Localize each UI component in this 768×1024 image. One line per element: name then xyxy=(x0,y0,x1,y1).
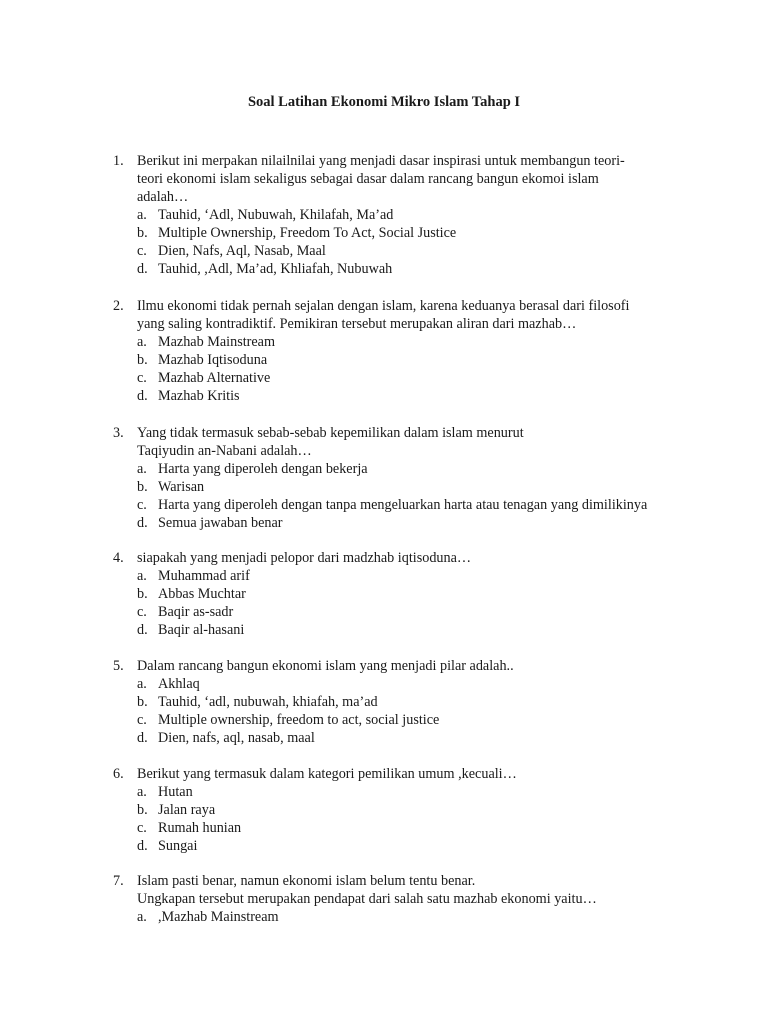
question-number: 7. xyxy=(113,873,124,889)
question-number: 3. xyxy=(113,425,124,441)
option-letter: c. xyxy=(137,243,147,259)
question-text xyxy=(137,152,677,206)
option-letter: b. xyxy=(137,479,148,495)
option-list xyxy=(0,206,768,278)
question-text xyxy=(137,424,677,460)
option-list xyxy=(0,460,768,532)
question-line: Berikut ini merpakan nilailnilai yang menjadi dasar inspirasi untuk membangun teori- xyxy=(137,153,625,169)
answer-option xyxy=(0,693,768,711)
question-line: teori ekonomi islam sekaligus sebagai dasar dalam rancang bangun ekomoi islam xyxy=(137,171,599,187)
option-text: Jalan raya xyxy=(158,802,216,818)
option-text: Rumah hunian xyxy=(158,820,242,836)
question-number: 2. xyxy=(113,298,124,314)
question-number: 1. xyxy=(113,153,124,169)
option-text: Semua jawaban benar xyxy=(158,515,283,531)
question-line: adalah… xyxy=(137,189,189,205)
answer-option xyxy=(0,837,768,855)
answer-option xyxy=(0,801,768,819)
answer-option xyxy=(0,460,768,478)
option-text: Tauhid, ‘adl, nubuwah, khiafah, ma’ad xyxy=(158,694,378,710)
option-text: Akhlaq xyxy=(158,676,200,692)
option-text: Baqir al-hasani xyxy=(158,622,245,638)
option-text: Multiple Ownership, Freedom To Act, Social Justice xyxy=(158,225,457,241)
option-letter: d. xyxy=(137,838,148,854)
question-line: Yang tidak termasuk sebab-sebab kepemilikan dalam islam menurut xyxy=(137,425,524,441)
option-list xyxy=(0,333,768,405)
option-letter: b. xyxy=(137,694,148,710)
answer-option xyxy=(0,603,768,621)
answer-option xyxy=(0,783,768,801)
answer-option xyxy=(0,242,768,260)
question-text xyxy=(137,549,677,567)
answer-option xyxy=(0,514,768,532)
answer-option xyxy=(0,585,768,603)
option-letter: b. xyxy=(137,802,148,818)
option-text: Mazhab Kritis xyxy=(158,388,240,404)
question-line: Ungkapan tersebut merupakan pendapat dari salah satu mazhab ekonomi yaitu… xyxy=(137,891,597,907)
answer-option xyxy=(0,351,768,369)
answer-option xyxy=(0,387,768,405)
option-letter: c. xyxy=(137,497,147,513)
question-line: Berikut yang termasuk dalam kategori pemilikan umum ,kecuali… xyxy=(137,766,517,782)
question-line: Islam pasti benar, namun ekonomi islam belum tentu benar. xyxy=(137,873,476,889)
answer-option xyxy=(0,711,768,729)
option-text: Abbas Muchtar xyxy=(158,586,246,602)
answer-option xyxy=(0,260,768,278)
answer-option xyxy=(0,369,768,387)
option-text: ,Mazhab Mainstream xyxy=(158,909,279,925)
option-letter: b. xyxy=(137,352,148,368)
option-text: Sungai xyxy=(158,838,198,854)
answer-option xyxy=(0,621,768,639)
question-line: Ilmu ekonomi tidak pernah sejalan dengan islam, karena keduanya berasal dari filosofi xyxy=(137,298,630,314)
option-letter: d. xyxy=(137,515,148,531)
question-line: Taqiyudin an-Nabani adalah… xyxy=(137,443,312,459)
option-text: Mazhab Iqtisoduna xyxy=(158,352,268,368)
question-line: yang saling kontradiktif. Pemikiran tersebut merupakan aliran dari mazhab… xyxy=(137,316,577,332)
option-list xyxy=(0,783,768,855)
answer-option xyxy=(0,206,768,224)
option-text: Warisan xyxy=(158,479,205,495)
option-letter: d. xyxy=(137,730,148,746)
answer-option xyxy=(0,819,768,837)
question-number: 4. xyxy=(113,550,124,566)
question-text xyxy=(137,765,677,783)
option-text: Mazhab Alternative xyxy=(158,370,271,386)
option-text: Dien, nafs, aql, nasab, maal xyxy=(158,730,315,746)
option-text: Tauhid, ‘Adl, Nubuwah, Khilafah, Ma’ad xyxy=(158,207,394,223)
option-letter: a. xyxy=(137,676,147,692)
option-text: Harta yang diperoleh dengan tanpa mengeluarkan harta atau tenagan yang dimilikinya xyxy=(158,497,648,513)
question-line: Dalam rancang bangun ekonomi islam yang menjadi pilar adalah.. xyxy=(137,658,514,674)
question-text xyxy=(137,657,677,675)
answer-option xyxy=(0,567,768,585)
option-letter: d. xyxy=(137,261,148,277)
answer-option xyxy=(0,729,768,747)
option-text: Harta yang diperoleh dengan bekerja xyxy=(158,461,368,477)
option-letter: c. xyxy=(137,370,147,386)
option-list xyxy=(0,675,768,747)
option-letter: a. xyxy=(137,207,147,223)
option-letter: a. xyxy=(137,334,147,350)
answer-option xyxy=(0,224,768,242)
answer-option xyxy=(0,908,768,926)
option-letter: c. xyxy=(137,820,147,836)
option-text: Mazhab Mainstream xyxy=(158,334,276,350)
option-text: Baqir as-sadr xyxy=(158,604,234,620)
question-text xyxy=(137,872,677,908)
option-letter: d. xyxy=(137,388,148,404)
answer-option xyxy=(0,496,768,514)
option-text: Dien, Nafs, Aql, Nasab, Maal xyxy=(158,243,326,259)
answer-option xyxy=(0,675,768,693)
option-letter: b. xyxy=(137,586,148,602)
option-letter: c. xyxy=(137,712,147,728)
option-letter: a. xyxy=(137,568,147,584)
option-text: Multiple ownership, freedom to act, social justice xyxy=(158,712,440,728)
option-letter: a. xyxy=(137,909,147,925)
answer-option xyxy=(0,333,768,351)
option-letter: a. xyxy=(137,461,147,477)
option-text: Muhammad arif xyxy=(158,568,250,584)
question-text xyxy=(137,297,677,333)
option-text: Hutan xyxy=(158,784,193,800)
option-letter: b. xyxy=(137,225,148,241)
option-letter: a. xyxy=(137,784,147,800)
option-list xyxy=(0,567,768,639)
option-list xyxy=(0,908,768,926)
option-letter: d. xyxy=(137,622,148,638)
option-letter: c. xyxy=(137,604,147,620)
option-text: Tauhid, ,Adl, Ma’ad, Khliafah, Nubuwah xyxy=(158,261,393,277)
answer-option xyxy=(0,478,768,496)
question-line: siapakah yang menjadi pelopor dari madzhab iqtisoduna… xyxy=(137,550,472,566)
document-title: Soal Latihan Ekonomi Mikro Islam Tahap I xyxy=(247,94,521,110)
question-number: 5. xyxy=(113,658,124,674)
question-number: 6. xyxy=(113,766,124,782)
